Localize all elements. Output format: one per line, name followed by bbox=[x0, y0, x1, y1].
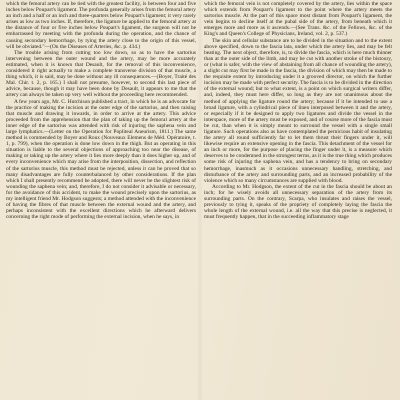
right-paragraph-3: According to Mr. Hodgson, the extent of the cut in the fascia should be about an inch; for he wisely avoids all unnecessary separation of the artery from its surrounding parts. On the contrary, Scarpa, who insulates and raises the vessel, previously to tying it, speaks of the propriety of completely laying the fascia the whole length of the external wound, i.e. all the way that this precise is neglected, it must frequently happen, that in the succeeding inflammatory stage bbox=[204, 183, 392, 221]
left-column bbox=[6, 1, 196, 220]
left-paragraph-1: which the femoral artery can be tied with the greatest facility, is between four and five inches below Poupart's ligament. The profunda generally arises from the femoral artery an inch and a half or an inch and three-quarters below Poupart's ligament; it very rarely arises as low as two inches. If, therefore, the ligature be applied to the femoral artery at the distance of four or five inches below Poupart's ligament, the surgeon will not be embarrassed by meeting with the profunda during the operation, and the chance of causing secondary hemorrhage, by tying the artery close to the origin of this vessel, will be obviated."—(On the Diseases of Arteries, &c. p. 434.) bbox=[6, 1, 196, 50]
left-paragraph-3: A few years ago, Mr. C. Hutchison published a tract, in which he is an advocate for the practice of making the incision at the outer edge of the sartorius, and then raising that muscle and drawing it inwards, in order to arrive at the artery. This advice proceeded from the apprehension that the plan of taking up the femoral artery at the inner edge of the sartorius was attended with risk of injuring the saphena vein and large lymphatics.—(Letter on the Operation for Popliteal Aneurism, 1811.) The same method is commended by Boyer and Roux (Nouveaux Elemens de Méd. Opératoire, t. 1, p. 799), when the operation is done low down in the thigh. But as operating in this situation is liable to the several objections of approaching too near the disease, of making or taking up the artery where it lies more deeply than it does higher up, and of every inconvenience which may arise from the interposition, dissection, and reflection of the sartorius muscle, this method must be rejected, unless it can be proved that so many disadvantages are fully counterbalanced by other considerations. If the plan which I shall presently recommend be adopted, there will never be the slightest risk of wounding the saphena vein; and, therefore, I do not consider it advisable or necessary, for the avoidance of this accident, to make the wound precisely upon the sartorius, as my intelligent friend Mr. Hodgson suggests; a method attended with the inconvenience of having the fibres of that muscle between the external wound and the artery, and perhaps inconsistent with the excellent directions which he afterward delivers concerning the right mode of performing the external incision, when he says, in bbox=[6, 98, 196, 221]
column-gutter bbox=[197, 0, 203, 400]
left-paragraph-2: The trouble arising from cutting too low down, so as to have the sartorius intervening between the outer wound and the artery, may be more accurately estimated, when it is known that Desault, for the removal of this inconvenience, considered it right actually to make a complete transverse division of that muscle, a thing which, it is said, may be done without any ill consequences.—(Boyer, Traité des Mal. Chir. t. 2, p. 165.) I shall not presume, however, to second this last piece of advice, because, though it may have been done by Desault, it appears to me that the artery can always be taken up very well without the proceeding here recommended. bbox=[6, 49, 196, 99]
right-column bbox=[204, 1, 392, 220]
right-paragraph-2: The skin and cellular substance are to be divided in the situation and to the extent above specified, down to the fascia lata, under which the artery lies, and may be felt beating. The next object, therefore, is, to divide the fascia, which is here much thinner than at the outer side of the limb, and may be cut with another stroke of the bistoury, or (what is safer, with the view of abstaining from all chance of wounding the artery), a slight cut may first be made in the fascia, the division of which may then be made to the requisite extent by introducing under it a grooved director, on which the further incision may be made with perfect security. The fascia is to be divided in the direction of the external wound; but to what extent, is a point on which surgical writers differ, and, indeed, they must here differ, so long as they are not unanimous about the method of applying the ligature round the artery; because if it be intended to use a broad ligature, with a cylindrical piece of linen interposed between it and the artery, or especially if it be designed to apply two ligatures and divide the vessel in the interspace, more of the artery must be exposed, and of course more of the fascia must be cut, than when it is simply meant to surround the vessel with a single small ligature. Such operations also as have contemplated the pernicious habit of insulating the artery all round sufficiently far to let them thrust their fingers under it, will likewise require an extensive opening in the fascia. This detachment of the vessel for an inch or more, for the purpose of placing the finger under it, is a measure which deserves to be condemned in the strongest terms, as it is the true thing which produces some risk of injuring the saphena vein, and has a tendency to bring on secondary hemorrhage, inasmuch as it occasions unnecessary handling, stretching, and disturbance of the artery and surrounding parts, and an increased probability of the violence which so many circumstances are supplied with blood. bbox=[204, 37, 392, 184]
right-paragraph-1: which the femoral vein is not completely covered by the artery, lies within the space which extends from Poupart's ligament to the point where the artery meets the sartorius muscle. At the part of this space most distant from Poupart's ligament, the vein begins to decline itself at the pubal side of the artery, from beneath which it emerges more and more as it ascends.—(See Trans. &c. of the Fellows, &c. of the King's and Queen's College of Physicians, Ireland, vol. 2, p. 537.) bbox=[204, 1, 392, 38]
